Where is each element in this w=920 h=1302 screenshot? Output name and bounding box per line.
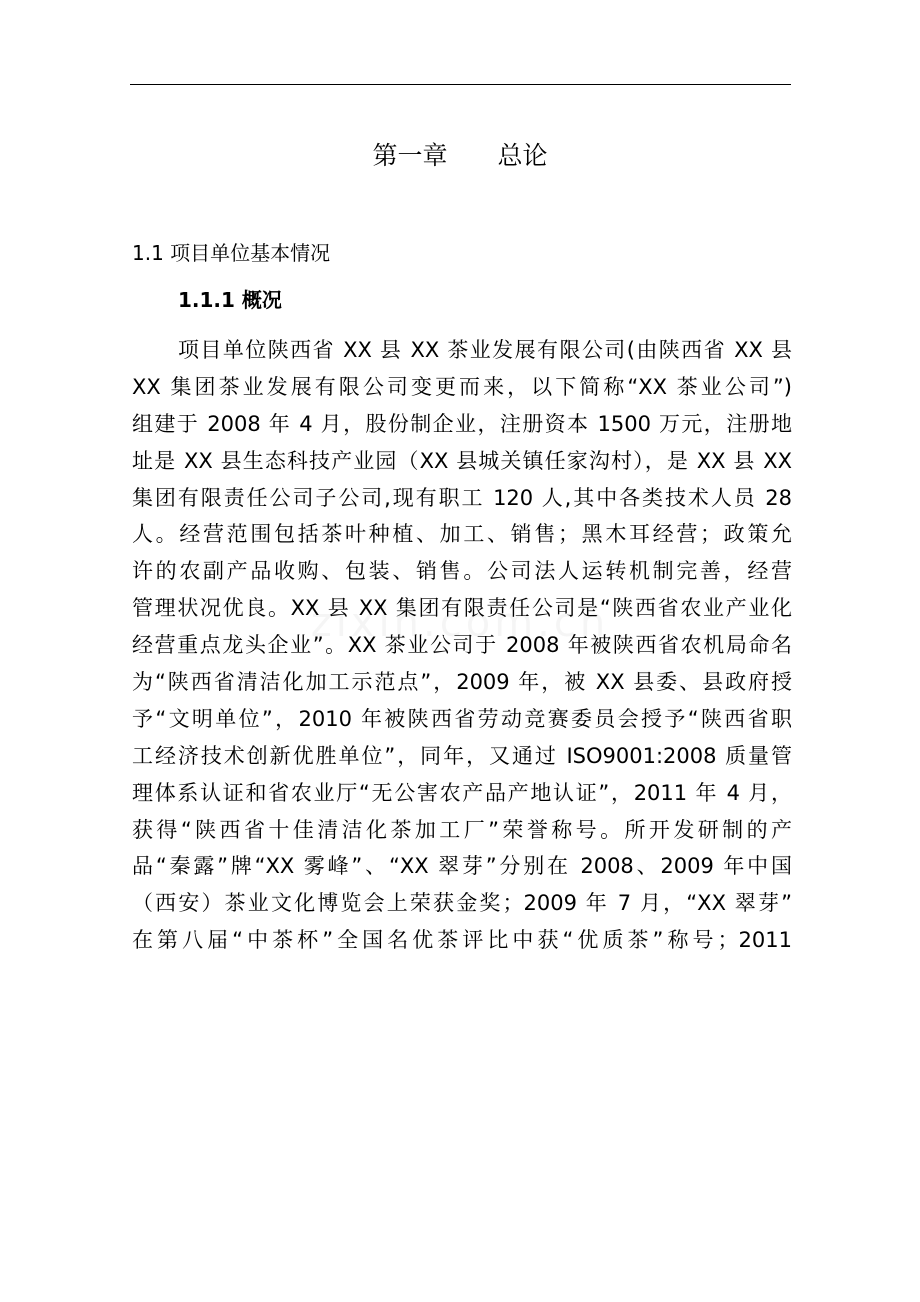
section-heading: 1.1 项目单位基本情况: [132, 241, 331, 265]
chapter-title: 第一章 总论: [372, 141, 548, 170]
body-line: 品“秦露”牌“XX 雾峰”、“XX 翠芽”分别在 2008、2009 年中国: [132, 854, 792, 879]
body-line: （西安）茶业文化博览会上荣获金奖；2009 年 7 月，“XX 翠芽”: [132, 891, 792, 916]
body-line: 组建于 2008 年 4 月，股份制企业，注册资本 1500 万元，注册地: [132, 411, 792, 436]
body-line: 在第八届“中茶杯”全国名优茶评比中获“优质茶”称号；2011: [132, 928, 792, 953]
body-line: 工经济技术创新优胜单位”，同年，又通过 ISO9001:2008 质量管: [132, 743, 792, 768]
body-line: 许的农副产品收购、包装、销售。公司法人运转机制完善，经营: [132, 559, 792, 584]
body-line: XX 集团茶业发展有限公司变更而来，以下简称“XX 茶业公司”): [132, 374, 792, 399]
body-line: 项目单位陕西省 XX 县 XX 茶业发展有限公司(由陕西省 XX 县: [178, 338, 792, 362]
body-paragraph: [132, 332, 792, 959]
body-line: 址是 XX 县生态科技产业园（XX 县城关镇任家沟村），是 XX 县 XX: [132, 448, 792, 473]
body-line: 管理状况优良。XX 县 XX 集团有限责任公司是“陕西省农业产业化: [132, 596, 792, 621]
subsection-heading: 1.1.1 概况: [178, 288, 282, 312]
body-line: 获得“陕西省十佳清洁化茶加工厂”荣誉称号。所开发研制的产: [132, 817, 792, 842]
body-line: 人。经营范围包括茶叶种植、加工、销售；黑木耳经营；政策允: [132, 522, 792, 547]
header-rule: [130, 84, 791, 85]
body-line: 经营重点龙头企业”。XX 茶业公司于 2008 年被陕西省农机局命名: [132, 633, 792, 658]
body-line: 予“文明单位”，2010 年被陕西省劳动竞赛委员会授予“陕西省职: [132, 706, 792, 731]
body-line: 理体系认证和省农业厅“无公害农产品产地认证”，2011 年 4 月，: [132, 780, 792, 805]
body-line: 集团有限责任公司子公司,现有职工 120 人,其中各类技术人员 28: [132, 485, 792, 510]
body-line: 为“陕西省清洁化加工示范点”，2009 年，被 XX 县委、县政府授: [132, 670, 792, 695]
